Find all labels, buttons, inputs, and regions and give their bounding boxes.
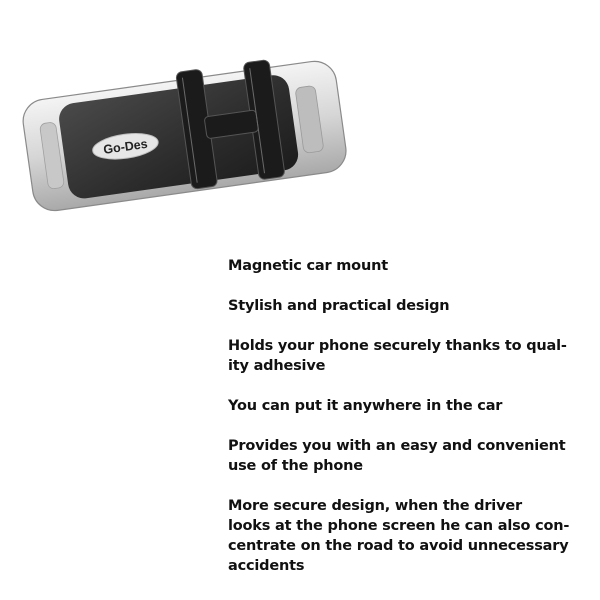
feature-list bbox=[228, 256, 578, 596]
feature-item: More secure design, when the driver looks at the phone screen he can also con- centrate on the road to avoid unnecessary accidents bbox=[228, 498, 570, 574]
feature-item: You can put it anywhere in the car bbox=[228, 398, 503, 414]
feature-item: Holds your phone securely thanks to qual- ity adhesive bbox=[228, 338, 567, 374]
feature-item: Stylish and practical design bbox=[228, 298, 450, 314]
svg-text:Go-Des: Go-Des bbox=[102, 136, 149, 157]
feature-item: Provides you with an easy and convenient use of the phone bbox=[228, 438, 566, 474]
feature-item: Magnetic car mount bbox=[228, 258, 388, 274]
car-mount-image bbox=[14, 52, 354, 212]
